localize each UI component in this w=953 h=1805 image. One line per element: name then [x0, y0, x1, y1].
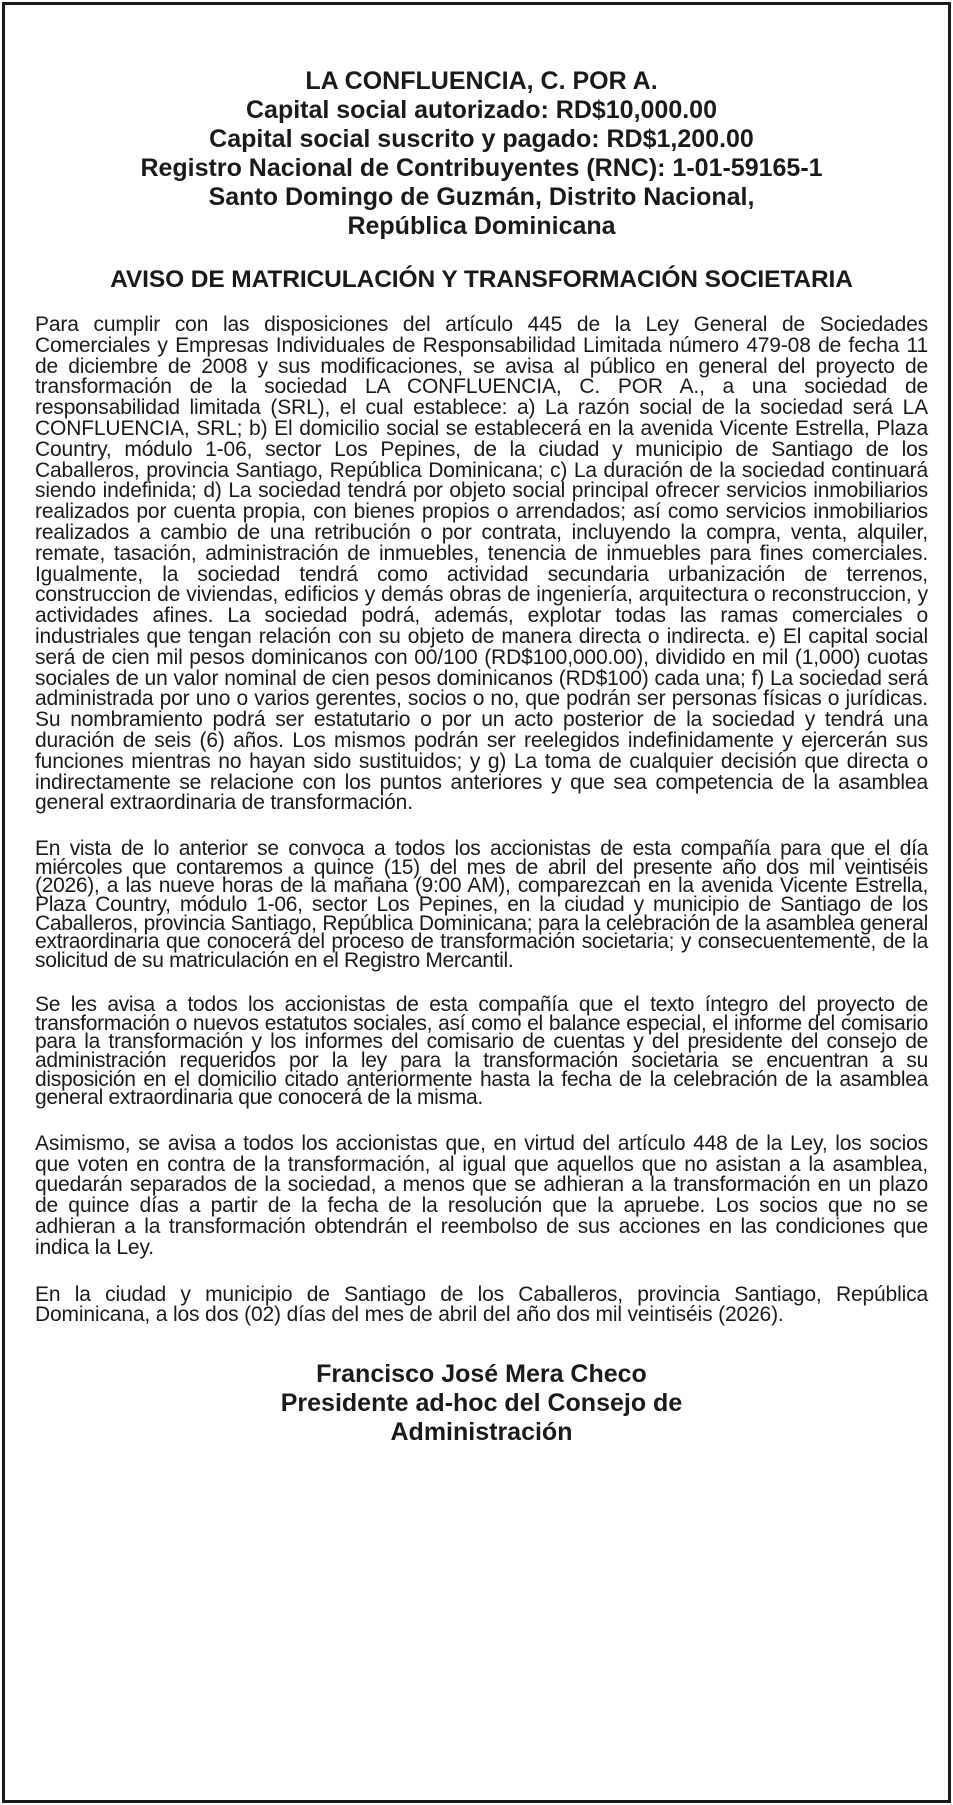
- signatory-role-line1: Presidente ad-hoc del Consejo de: [280, 1389, 683, 1418]
- notice-border: [2, 2, 951, 1803]
- paragraph-place-and-date: En la ciudad y municipio de Santiago de los Caballeros, provincia Santiago, República Dominicana, a los dos (02) días del mes de abril del año dos mil veintiséis (2026).: [35, 1282, 928, 1327]
- company-header: [35, 67, 928, 241]
- paragraph-documents-available: Se les avisa a todos los accionistas de esta compañía que el texto íntegro del proyecto de transformación o nuevos estatutos sociales, así como el balance especial, el informe del comisario para la transformación y los informes del comisario de cuentas y del presidente del consejo de administración requeridos por la ley para la transformación societaria se encuentran a su disposición en el domicilio citado anteriormente hasta la fecha de la celebración de la asamblea general extraordinaria que conocerá de la misma.: [35, 993, 928, 1110]
- rnc-number: Registro Nacional de Contribuyentes (RNC): 1-01-59165-1: [140, 154, 823, 182]
- paid-capital: Capital social suscrito y pagado: RD$1,200.00: [209, 125, 754, 153]
- paragraph-convocation: En vista de lo anterior se convoca a todos los accionistas de esta compañía para que el día miércoles que contaremos a quince (15) del mes de abril del presente año dos mil veintiséis (2026), a las nueve horas de la mañana (9:00 AM), comparezcan en la avenida Vicente Estrella, Plaza Country, módulo 1-06, sector Los Pepines, en la ciudad y municipio de Santiago de los Caballeros, provincia Santiago, República Dominicana; para la celebración de la asamblea general extraordinaria que conocerá del proceso de transformación societaria; y consecuentemente, de la solicitud de su matriculación en el Registro Mercantil.: [35, 837, 928, 972]
- signature-block: [35, 1360, 928, 1447]
- notice-content: [35, 67, 928, 1447]
- notice-title: AVISO DE MATRICULACIÓN Y TRANSFORMACIÓN SOCIETARIA: [110, 266, 853, 293]
- signatory-name: Francisco José Mera Checo: [316, 1360, 647, 1389]
- paragraph-transformation-project: Para cumplir con las disposiciones del artículo 445 de la Ley General de Sociedades Comerciales y Empresas Individuales de Responsabilidad Limitada número 479-08 de fecha 11 de diciembre de 2008 y sus modificaciones, se avisa al público en general del proyecto de transformación de la sociedad LA CONFLUENCIA, C. POR A., a una sociedad de responsabilidad limitada (SRL), el cual establece: a) La razón social de la sociedad será LA CONFLUENCIA, SRL; b) El domicilio social se establecerá en la avenida Vicente Estrella, Plaza Country, módulo 1-06, sector Los Pepines, de la ciudad y municipio de Santiago de los Caballeros, provincia Santiago, República Dominicana; c) La duración de la sociedad continuará siendo indefinida; d) La sociedad tendrá por objeto social principal ofrecer servicios inmobiliarios realizados por cuenta propia, con bienes propios o arrendados; así como servicios inmobiliarios realizados a cambio de una retribución o por contrata, incluyendo la compra, venta, alquiler, remate, tasación, administración de inmuebles, tenencia de inmuebles para fines comerciales. Igualmente, la sociedad tendrá como actividad secundaria urbanización de terrenos, construccion de viviendas, edificios y demás obras de ingeniería, arquitectura o reconstruccion, y actividades afines. La sociedad podrá, además, explotar todas las ramas comerciales o industriales que tengan relación con su objeto de manera directa o indirecta. e) El capital social será de cien mil pesos dominicanos con 00/100 (RD$100,000.00), dividido en mil (1,000) cuotas sociales de un valor nominal de cien pesos dominicanos (RD$100) cada una; f) La sociedad será administrada por uno o varios gerentes, socios o no, que podrán ser personas físicas o jurídicas. Su nombramiento podrá ser estatutario o por un acto posterior de la sociedad y tendrá una duración de seis (6) años. Los mismos podrán ser reelegidos indefinidamente y ejercerán sus funciones mientras no hayan sido sustituidos; y g) La toma de cualquier decisión que directa o indirectamente se relacione con los puntos anteriores y que sea competencia de la asamblea general extraordinaria de transformación.: [35, 313, 928, 815]
- company-country: República Dominicana: [347, 212, 616, 240]
- paragraph-dissenting-partners: Asimismo, se avisa a todos los accionistas que, en virtud del artículo 448 de la Ley, los socios que voten en contra de la transformación, al igual que aquellos que no asistan a la asamblea, quedarán separados de la sociedad, a menos que se adhieran a la transformación en un plazo de quince días a partir de la fecha de la resolución que la apruebe. Los socios que no se adhieran a la transformación obtendrán el reembolso de sus acciones en las condiciones que indica la Ley.: [35, 1131, 928, 1259]
- company-name: LA CONFLUENCIA, C. POR A.: [305, 67, 658, 95]
- authorized-capital: Capital social autorizado: RD$10,000.00: [245, 96, 717, 124]
- company-city: Santo Domingo de Guzmán, Distrito Nacional,: [208, 183, 755, 211]
- signatory-role-line2: Administración: [390, 1418, 573, 1447]
